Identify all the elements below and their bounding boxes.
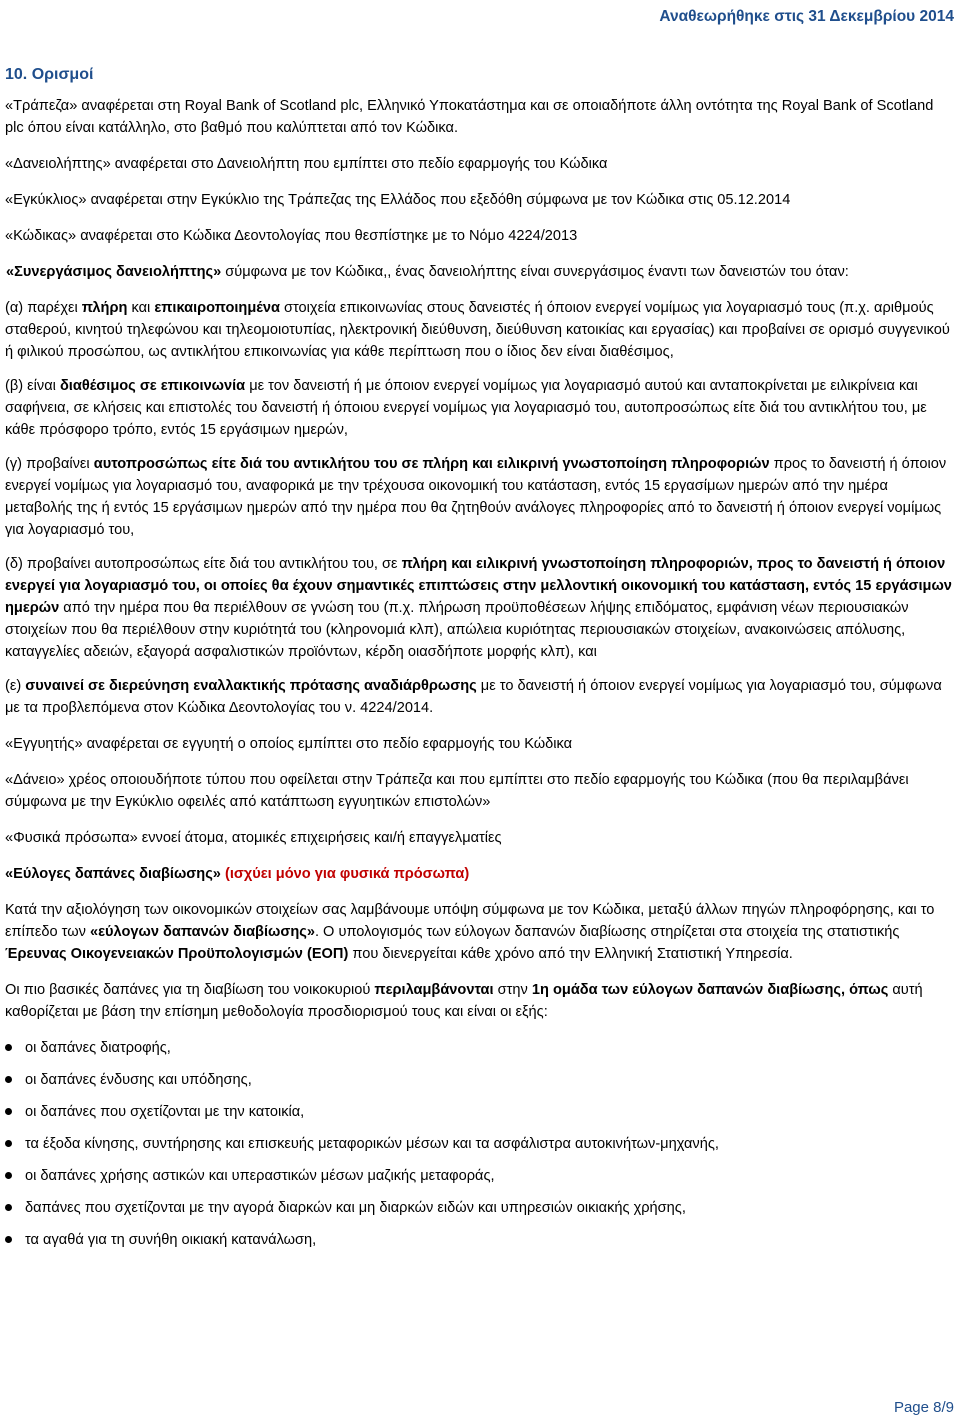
page-number: Page 8/9 (893, 1399, 954, 1416)
reasonable-expenses-label: «Εύλογες δαπάνες διαβίωσης» (5, 866, 221, 882)
list-item: δαπάνες που σχετίζονται με την αγορά διαρκών και μη διαρκών ειδών και υπηρεσιών οικιακής χρήσης, (5, 1197, 955, 1219)
def-circular: «Εγκύκλιος» αναφέρεται στην Εγκύκλιο της Τράπεζας της Ελλάδος που εξεδόθη σύμφωνα με τον Κώδικα στις 05.12.2014 (5, 192, 791, 208)
list-item: τα αγαθά για τη συνήθη οικιακή κατανάλωση, (5, 1229, 955, 1251)
def-reasonable-expenses (5, 863, 955, 885)
def-cooperative-label: «Συνεργάσιμος δανειολήπτης» (6, 264, 222, 280)
list-item: οι δαπάνες χρήσης αστικών και υπεραστικών μέσων μαζικής μεταφοράς, (5, 1165, 955, 1187)
def-borrower: «Δανειολήπτης» αναφέρεται στο Δανειολήπτη που εμπίπτει στο πεδίο εφαρμογής του Κώδικα (5, 156, 608, 172)
revision-header: Αναθεωρήθηκε στις 31 Δεκεμβρίου 2014 (659, 8, 954, 25)
list-item: οι δαπάνες ένδυσης και υπόδησης, (5, 1069, 955, 1091)
def-code: «Κώδικας» αναφέρεται στο Κώδικα Δεοντολογίας που θεσπίστηκε με το Νόμο 4224/2013 (5, 228, 578, 244)
section-title: 10. Ορισμοί (5, 66, 94, 83)
expense-list (5, 1037, 955, 1251)
item-a: (α) παρέχει πλήρη και επικαιροποιημένα στοιχεία επικοινωνίας στους δανειστές ή όποιον ενεργεί νομίμως για λογαριασμό τους (π.χ. αριθμούς σταθερού, κινητού τηλεφώνου και τηλεομοιοτυπίας, ηλεκτρονική διεύθυνση, διεύθυνση κατοικίας και εργασίας) και προβαίνει σε ορισμό συγγενικού ή φιλικού προσώπου, ως αντικλήτου επικοινωνίας για κάθε περίπτωση που ο ίδιος δεν είναι διαθέσιμος, (5, 300, 950, 360)
def-loan: «Δάνειο» χρέος οποιουδήποτε τύπου που οφείλεται στην Τράπεζα και που εμπίπτει στο πεδίο εφαρμογής του Κώδικα (που θα περιλαμβάνει σύμφωνα με την Εγκύκλιο οφειλές από κατάπτωση εγγυητικών επιστολών» (5, 772, 909, 810)
def-cooperative-borrower (5, 261, 955, 283)
reasonable-expenses-note: (ισχύει μόνο για φυσικά πρόσωπα) (220, 866, 470, 882)
paragraph-basic-expenses: Οι πιο βασικές δαπάνες για τη διαβίωση του νοικοκυριού περιλαμβάνονται στην 1η ομάδα των εύλογων δαπανών διαβίωσης, όπως αυτή καθορίζεται με βάση την επίσημη μεθοδολογία προσδιορισμού τους και είναι οι εξής: (5, 982, 923, 1020)
list-item: οι δαπάνες διατροφής, (5, 1037, 955, 1059)
def-bank: «Τράπεζα» αναφέρεται στη Royal Bank of Scotland plc, Ελληνικό Υποκατάστημα και σε οποιαδήποτε άλλη οντότητα της Royal Bank of Scotland plc όπου είναι κατάλληλο, στο βαθμό που καλύπτεται από τον Κώδικα. (5, 98, 934, 136)
list-item: οι δαπάνες που σχετίζονται με την κατοικία, (5, 1101, 955, 1123)
def-natural-persons: «Φυσικά πρόσωπα» εννοεί άτομα, ατομικές επιχειρήσεις και/ή επαγγελματίες (5, 830, 502, 846)
def-guarantor: «Εγγυητής» αναφέρεται σε εγγυητή ο οποίος εμπίπτει στο πεδίο εφαρμογής του Κώδικα (5, 736, 573, 752)
list-item: τα έξοδα κίνησης, συντήρησης και επισκευής μεταφορικών μέσων και τα ασφάλιστρα αυτοκινήτων-μηχανής, (5, 1133, 955, 1155)
paragraph-assessment: Κατά την αξιολόγηση των οικονομικών στοιχείων σας λαμβάνουμε υπόψη σύμφωνα με τον Κώδικα, μεταξύ άλλων πηγών πληροφόρησης, και το επίπεδο των «εύλογων δαπανών διαβίωσης». Ο υπολογισμός των εύλογων δαπανών διαβίωσης στηρίζεται στα στοιχεία της στατιστικής Έρευνας Οικογενειακών Προϋπολογισμών (ΕΟΠ) που διενεργείται κάθε χρόνο από την Ελληνική Στατιστική Υπηρεσία. (5, 902, 935, 962)
document-body (5, 95, 955, 1261)
item-e: (ε) συναινεί σε διερεύνηση εναλλακτικής πρότασης αναδιάρθρωσης με το δανειστή ή όποιον ενεργεί νομίμως για λογαριασμό του, σύμφωνα με τα προβλεπόμενα στον Κώδικα Δεοντολογίας του ν. 4224/2014. (5, 678, 942, 716)
item-c: (γ) προβαίνει αυτοπροσώπως είτε διά του αντικλήτου του σε πλήρη και ειλικρινή γνωστοποίηση πληροφοριών προς το δανειστή ή όποιον ενεργεί νομίμως για λογαριασμό του, αναφορικά με την τρέχουσα οικονομική του κατάσταση, εντός 15 εργασίμων ημερών από την ημέρα μεταβολής της ή εντός 15 εργάσιμων ημερών από την ημέρα που θα ζητηθούν ανάλογες πληροφορίες από το δανειστή ή όποιον ενεργεί νομίμως για λογαριασμό του, (5, 456, 947, 538)
def-cooperative-text: σύμφωνα με τον Κώδικα,, ένας δανειολήπτης είναι συνεργάσιμος έναντι των δανειστών του όταν: (221, 264, 849, 280)
item-d: (δ) προβαίνει αυτοπροσώπως είτε διά του αντικλήτου του, σε πλήρη και ειλικρινή γνωστοποίηση πληροφοριών, προς το δανειστή ή όποιον ενεργεί για λογαριασμό του, οι οποίες θα έχουν σημαντικές επιπτώσεις στην μελλοντική οικονομική του κατάσταση, εντός 15 εργάσιμων ημερών από την ημέρα που θα περιέλθουν σε γνώση του (π.χ. πλήρωση προϋποθέσεων λήψης επιδόματος, εμφάνιση νέων περιουσιακών στοιχείων που θα περιέλθουν στην κυριότητά του (κληρονομιά κλπ), απώλεια κυριότητας περιουσιακών στοιχείων, ανακοινώσεις απόλυσης, καταγγελίες αδειών, εξαγορά ασφαλιστικών προϊόντων, κέρδη οιασδήποτε μορφής κλπ), και (5, 556, 952, 660)
item-b: (β) είναι διαθέσιμος σε επικοινωνία με τον δανειστή ή με όποιον ενεργεί νομίμως για λογαριασμό αυτού και ανταποκρίνεται με ειλικρίνεια και σαφήνεια, σε κλήσεις και επιστολές του δανειστή ή όποιου ενεργεί νομίμως για λογαριασμό του, αυτοπροσώπως είτε διά του αντικλήτου του, με κάθε πρόσφορο τρόπο, εντός 15 εργάσιμων ημερών, (5, 378, 927, 438)
